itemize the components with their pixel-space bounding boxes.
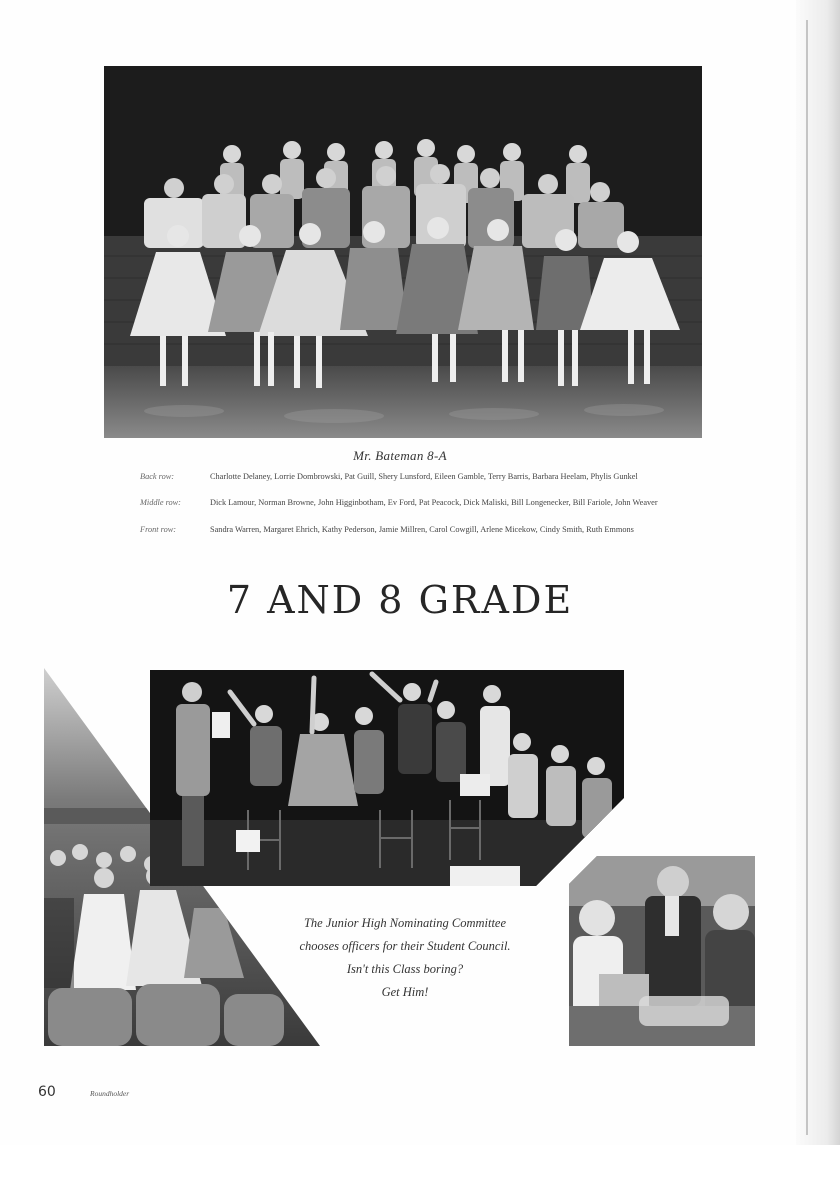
roster-row-label: Back row: xyxy=(140,472,175,481)
scan-bottom-margin xyxy=(0,1145,840,1195)
roster-row-label: Front row: xyxy=(140,525,177,534)
boys-table-photo xyxy=(569,856,755,1046)
roster-row-names: Sandra Warren, Margaret Ehrich, Kathy Pederson, Jamie Millren, Carol Cowgill, Arlene Micekow, Cindy Smith, Ruth Emmons xyxy=(210,525,634,534)
candid-caption xyxy=(270,912,540,1004)
section-title: 7 AND 8 GRADE xyxy=(226,578,574,622)
page-number: 60 xyxy=(38,1084,56,1100)
committee-photo xyxy=(150,670,624,886)
roster-back-row xyxy=(140,471,660,493)
yearbook-title: Roundholder xyxy=(90,1089,130,1098)
roster-row-names: Charlotte Delaney, Lorrie Dombrowski, Pat Guill, Shery Lunsford, Eileen Gamble, Terry Barris, Barbara Heelam, Phylis Gunkel xyxy=(210,472,638,481)
page-binding-edge xyxy=(796,0,840,1145)
caption-line: chooses officers for their Student Council. xyxy=(299,939,511,953)
page-binding-line xyxy=(806,20,808,1135)
roster-row-label: Middle row: xyxy=(140,498,181,507)
caption-line: Get Him! xyxy=(381,985,429,999)
roster-front-row xyxy=(140,524,660,546)
class-photo-caption: Mr. Bateman 8-A xyxy=(353,448,447,463)
roster-row-names: Dick Lamour, Norman Browne, John Higginbotham, Ev Ford, Pat Peacock, Dick Maliski, Bill Longenecker, Bill Fariole, John Weaver xyxy=(210,498,658,507)
class-photo xyxy=(104,66,702,438)
caption-line: The Junior High Nominating Committee xyxy=(303,916,507,930)
caption-line: Isn't this Class boring? xyxy=(346,962,464,976)
roster-middle-row xyxy=(140,497,660,519)
